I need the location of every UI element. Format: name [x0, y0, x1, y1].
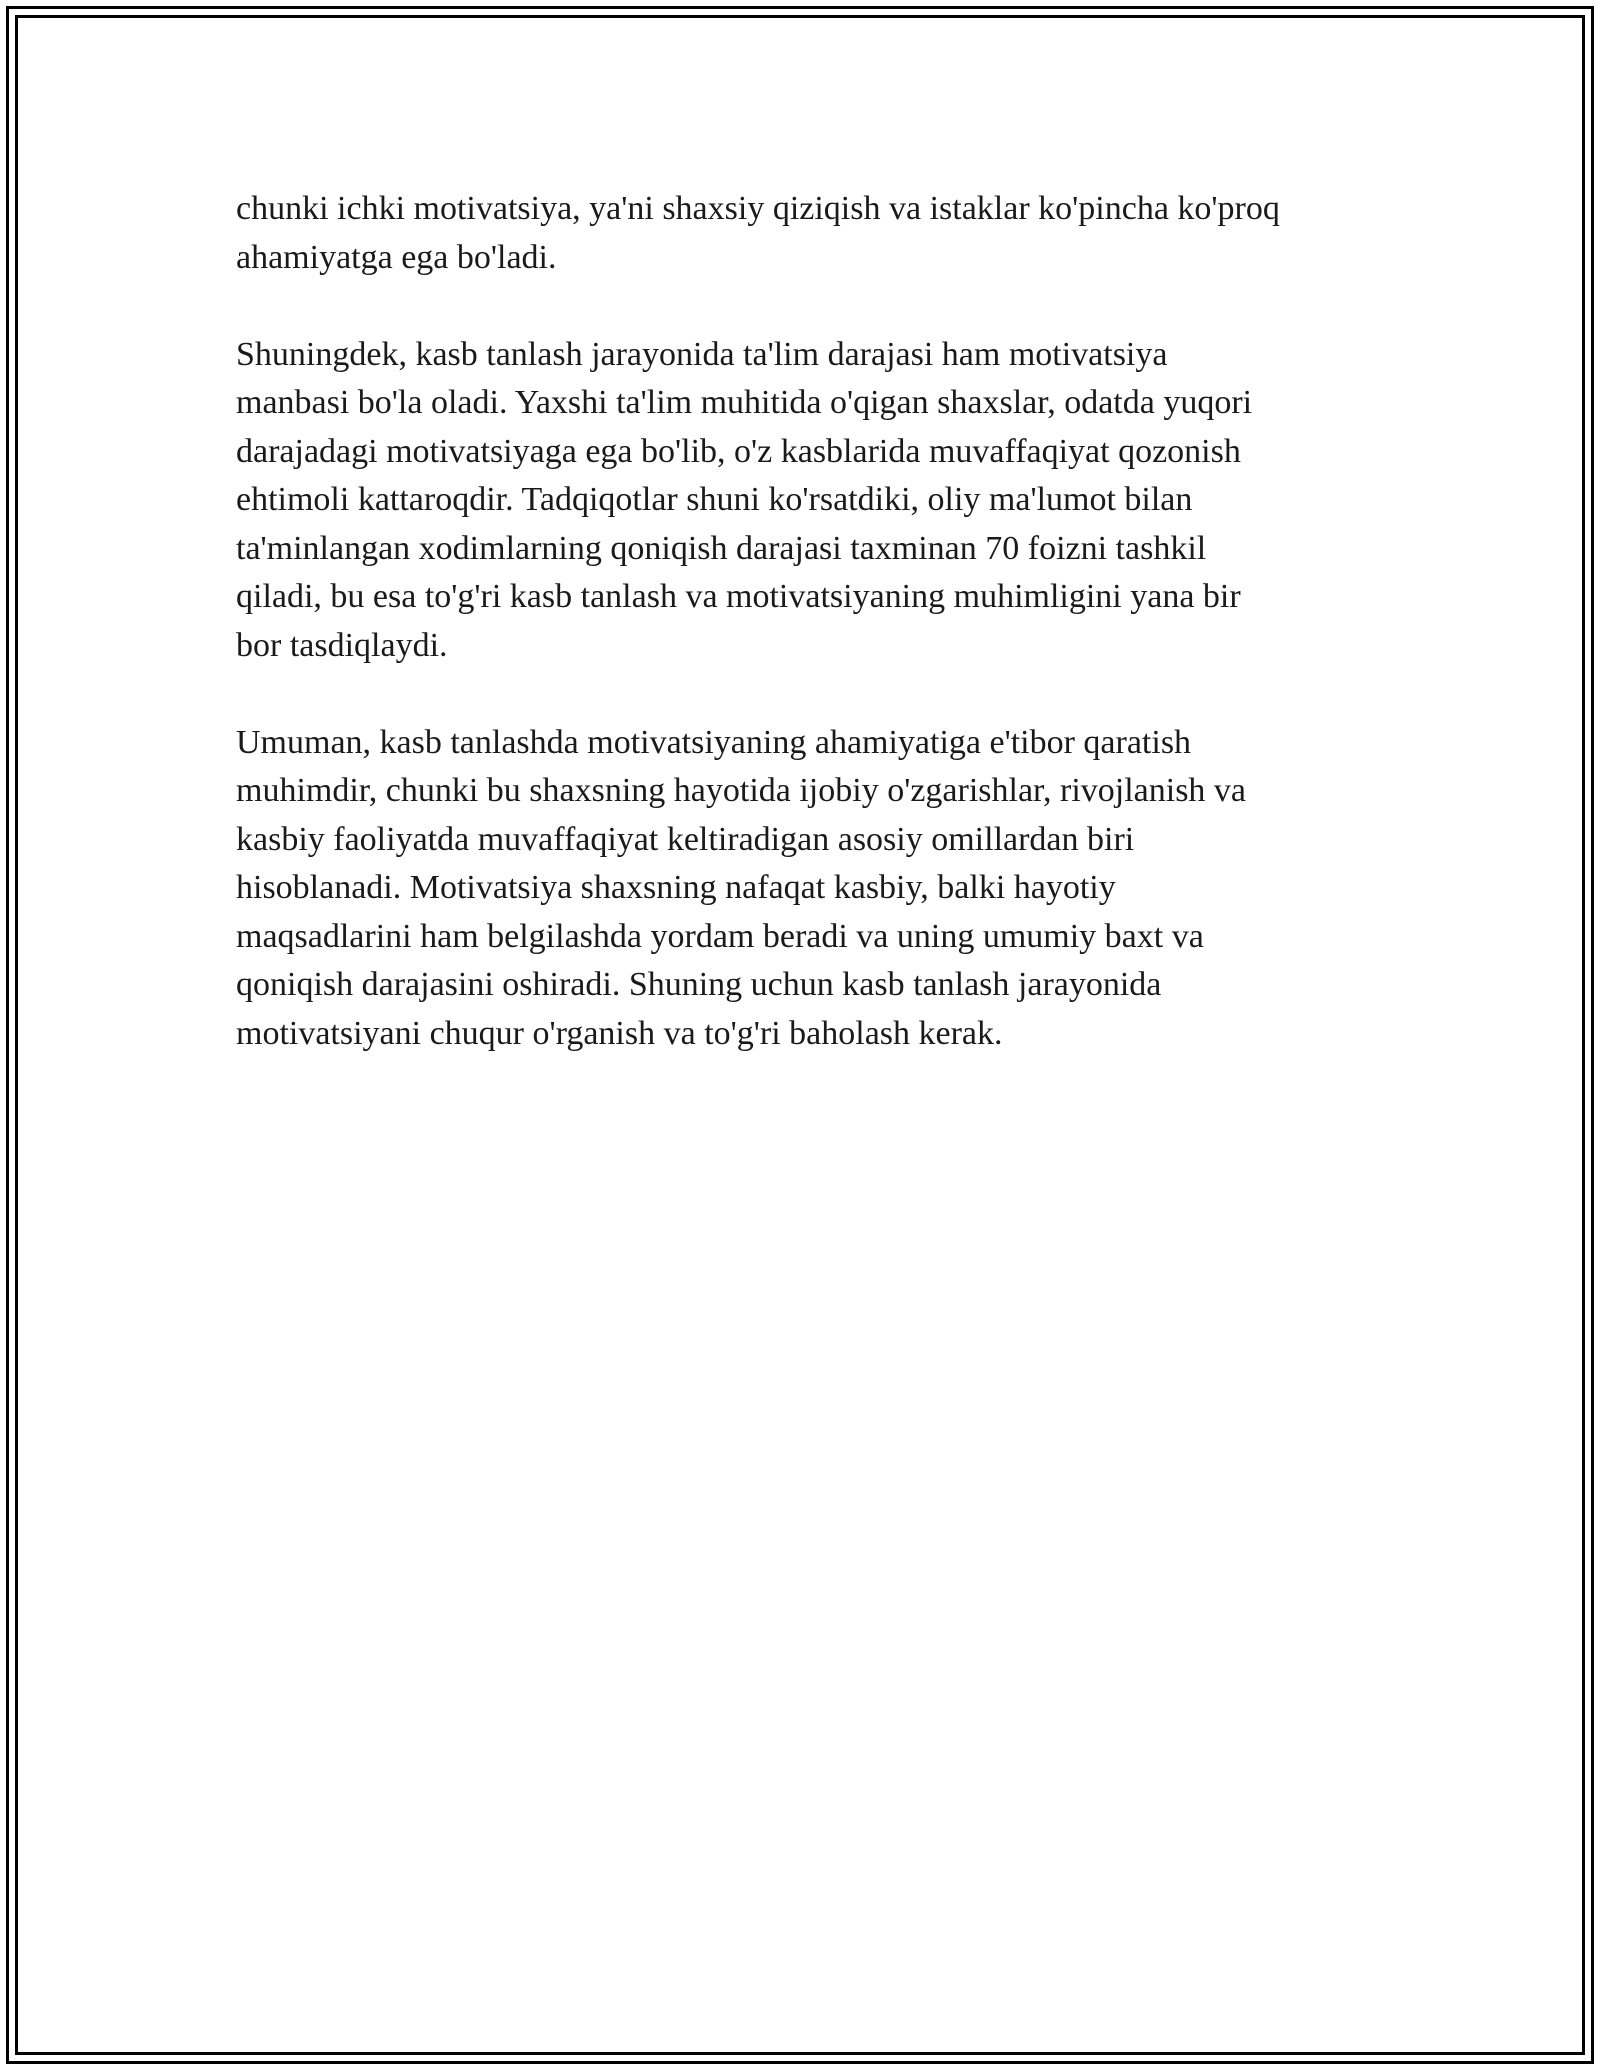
text-line: kasbiy faoliyatda muvaffaqiyat keltiradigan asosiy omillardan biri: [236, 820, 1135, 858]
paragraph-1: [236, 185, 1376, 282]
text-line: Umuman, kasb tanlashda motivatsiyaning ahamiyatiga e'tibor qaratish: [236, 723, 1192, 761]
text-line: qiladi, bu esa to'g'ri kasb tanlash va motivatsiyaning muhimligini yana bir: [236, 578, 1241, 615]
document-body: [236, 185, 1376, 1107]
text-line: Shuningdek, kasb tanlash jarayonida ta'lim darajasi ham motivatsiya: [236, 335, 1168, 373]
paragraph-2: [236, 331, 1376, 671]
text-line: ta'minlangan xodimlarning qoniqish darajasi taxminan 70 foizni tashkil: [236, 529, 1207, 567]
text-line: manbasi bo'la oladi. Yaxshi ta'lim muhitida o'qigan shaxslar, odatda yuqori: [236, 384, 1253, 421]
text-line: qoniqish darajasini oshiradi. Shuning uchun kasb tanlash jarayonida: [236, 966, 1162, 1003]
text-line: chunki ichki motivatsiya, ya'ni shaxsiy qiziqish va istaklar ko'pincha ko'proq: [236, 190, 1280, 227]
text-line: maqsadlarini ham belgilashda yordam beradi va uning umumiy baxt va: [236, 917, 1204, 955]
text-line: bor tasdiqlaydi.: [236, 626, 448, 664]
text-line: hisoblanadi. Motivatsiya shaxsning nafaqat kasbiy, balki hayotiy: [236, 869, 1116, 906]
text-line: muhimdir, chunki bu shaxsning hayotida ijobiy o'zgarishlar, rivojlanish va: [236, 772, 1247, 809]
paragraph-3: [236, 719, 1376, 1059]
text-line: motivatsiyani chuqur o'rganish va to'g'ri baholash kerak.: [236, 1014, 1003, 1052]
text-line: darajadagi motivatsiyaga ega bo'lib, o'z kasblarida muvaffaqiyat qozonish: [236, 432, 1241, 470]
text-line: ehtimoli kattaroqdir. Tadqiqotlar shuni ko'rsatdiki, oliy ma'lumot bilan: [236, 481, 1193, 518]
text-line: ahamiyatga ega bo'ladi.: [236, 238, 557, 276]
